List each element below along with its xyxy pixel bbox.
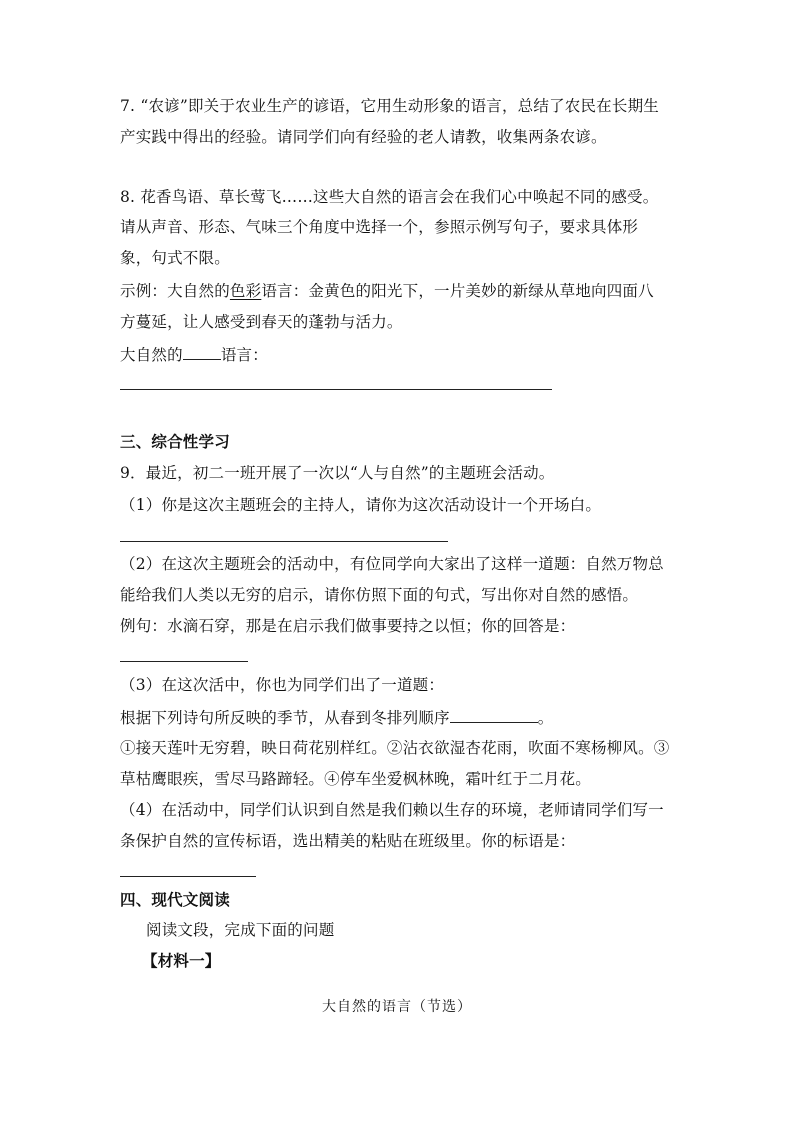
q9-part3-line4: 草枯鹰眼疾，雪尽马路蹄轻。④停车坐爱枫林晚，霜叶红于二月花。	[120, 770, 592, 788]
q9-part3-line3: ①接天莲叶无穷碧，映日荷花别样红。②沾衣欲湿杏花雨，吹面不寒杨柳风。③	[120, 739, 670, 757]
material-label: 【材料一】	[142, 951, 221, 970]
q9-intro: 9．最近，初二一班开展了一次以“人与自然”的主题班会活动。	[120, 464, 555, 482]
q9-part2-line1: （2）在这次主题班会的活动中，有位同学向大家出了这样一道题：自然万物总	[120, 555, 664, 573]
q8-line2: 请从声音、形态、气味三个角度中选择一个，参照示例写句子，要求具体形	[120, 218, 639, 236]
q7-line2: 产实践中得出的经验。请同学们向有经验的老人请教，收集两条农谚。	[120, 128, 607, 146]
section3-heading: 三、综合性学习	[120, 432, 230, 451]
answer-line[interactable]	[120, 661, 248, 662]
answer-line[interactable]	[120, 876, 256, 877]
passage-title: 大自然的语言（节选）	[322, 999, 472, 1015]
answer-suffix: 语言：	[220, 346, 268, 364]
example-underlined-word: 色彩	[229, 282, 262, 300]
q9-part1: （1）你是这次主题班会的主持人，请你为这次活动设计一个开场白。	[120, 496, 602, 514]
q9-part2-line3: 例句：水滴石穿，那是在启示我们做事要持之以恒；你的回答是：	[120, 617, 576, 635]
q9-part3-line2	[120, 706, 553, 729]
q9-part4-line1: （4）在活动中，同学们认识到自然是我们赖以生存的环境，老师请同学们写一	[120, 801, 664, 819]
q7-line1: 7. “农谚”即关于农业生产的谚语，它用生动形象的语言，总结了农民在长期生	[120, 97, 659, 115]
q8-line3: 象，句式不限。	[120, 249, 230, 267]
fill-blank[interactable]	[183, 343, 221, 360]
fill-blank[interactable]	[450, 706, 538, 723]
q8-answer-line	[120, 343, 268, 366]
q8-example-line1	[120, 280, 654, 302]
example-suffix: 语言：金黄色的阳光下，一片美妙的新绿从草地向四面八	[261, 282, 654, 300]
reading-instruction: 阅读文段，完成下面的问题	[146, 921, 335, 939]
q9-part2-line2: 能给我们人类以无穷的启示，请你仿照下面的句式，写出你对自然的感悟。	[120, 586, 639, 604]
answer-line[interactable]	[120, 541, 448, 542]
part3-suffix: 。	[537, 709, 554, 727]
answer-line[interactable]	[120, 389, 552, 390]
part3-prefix: 根据下列诗句所反映的季节，从春到冬排列顺序	[120, 709, 450, 727]
q8-example-line2: 方蔓延，让人感受到春天的蓬勃与活力。	[120, 313, 403, 331]
example-prefix: 示例：大自然的	[120, 282, 230, 300]
section4-heading: 四、现代文阅读	[120, 890, 230, 909]
answer-prefix: 大自然的	[120, 346, 183, 364]
q9-part3-line1: （3）在这次活中，你也为同学们出了一道题：	[120, 676, 445, 694]
q8-line1: 8. 花香鸟语、草长莺飞……这些大自然的语言会在我们心中唤起不同的感受。	[120, 188, 659, 206]
q9-part4-line2: 条保护自然的宣传标语，选出精美的粘贴在班级里。你的标语是：	[120, 832, 576, 850]
